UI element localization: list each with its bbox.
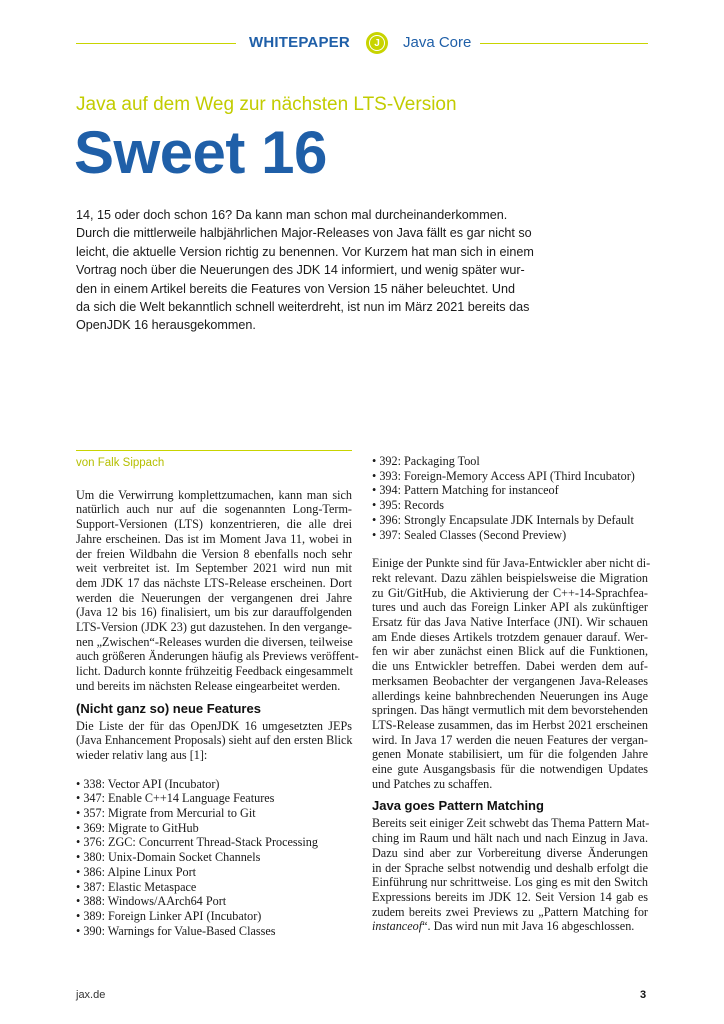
text-line: zu Git/GitHub, die Aktivierung der C++-14-Sprachfea-: [372, 585, 648, 600]
intro-line: Durch die mittlerweile halbjährlichen Major-Releases von Java fällt es gar nicht so: [76, 226, 532, 241]
right-paragraph-2: [372, 816, 648, 934]
list-item: • 338: Vector API (Incubator): [76, 776, 220, 791]
text-line: die uns Entwickler betreffen. Dabei werden dem auf-: [372, 659, 648, 674]
text-line: [372, 919, 648, 934]
text-line: tures und auch das Foreign Linker API als zukünftiger: [372, 600, 648, 615]
text-line: licht. Dadurch konnte frühzeitig Feedback eingesammelt: [76, 664, 353, 679]
text-line: der freien Wildbahn die Version 8 ebenfalls noch sehr: [76, 546, 352, 561]
jep-list-right: [372, 454, 648, 542]
intro-line: Vortrag noch über die Neuerungen des JDK 14 informiert, und wenig später wur-: [76, 263, 525, 278]
text-line: auch größeren Änderungen häufig als Previews veröffent-: [76, 649, 359, 664]
subheading-pattern-matching: Java goes Pattern Matching: [372, 798, 544, 814]
code-term: instanceof: [372, 919, 423, 934]
list-item: • 388: Windows/AArch64 Port: [76, 894, 227, 909]
text-line: allerdings keine bahnbrechenden Neuerungen ins Auge: [372, 688, 648, 703]
text-line: werden die Neuerungen der vergangenen drei Jahre: [76, 590, 352, 605]
text-line: wird. In Java 17 werden die neuen Features der vergan-: [372, 732, 648, 747]
text-line: Die Liste der für das OpenJDK 16 umgesetzten JEPs: [76, 718, 352, 733]
text-line: springen. Das hängt vermutlich mit dem bevorstehenden: [372, 703, 648, 718]
text-line: natürlich auch nur auf die sogenannten Long-Term-: [76, 502, 352, 517]
text-line: rekt relevant. Dazu zählen beispielsweise die Migration: [372, 570, 648, 585]
text-fragment: “. Das wird nun mit Java 16 abgeschlossen.: [422, 919, 635, 934]
intro-line: leicht, die aktuelle Version richtig zu benennen. Vor Kurzem hat man sich in einem: [76, 244, 534, 259]
list-item: • 387: Elastic Metaspace: [76, 879, 197, 894]
text-line: LTS-Release zusammen, das im Herbst 2021 erscheinen: [372, 717, 648, 732]
page-header: [76, 32, 648, 56]
text-line: zudem bereits zwei Previews zu „Pattern Matching for: [372, 904, 648, 919]
intro-line: 14, 15 oder doch schon 16? Da kann man schon mal durcheinanderkommen.: [76, 208, 508, 222]
left-column: [76, 454, 359, 938]
article-title: Sweet 16: [74, 119, 327, 186]
text-line: Jahre erscheinen. Das ist im Moment Java 11, wobei in: [76, 531, 352, 546]
article-intro: [76, 206, 546, 335]
list-item: • 380: Unix-Domain Socket Channels: [76, 850, 261, 865]
footer-site[interactable]: jax.de: [76, 989, 106, 1001]
text-line: wieder relativ lang aus [1]:: [76, 747, 208, 762]
text-line: (Java 12 bis 16) finalisiert, um bis zur darauffolgenden: [76, 605, 352, 620]
right-column: [372, 454, 651, 934]
intro-line: OpenJDK 16 herausgekommen.: [76, 318, 256, 333]
text-line: ching im Raum und hält nach und nach Einzug in Java.: [372, 831, 648, 846]
jep-list-left: [76, 777, 352, 939]
text-line: Einige der Punkte sind für Java-Entwickler aber nicht di-: [372, 556, 651, 571]
text-line: eine gute Ausgangsbasis für die notwendigen Updates: [372, 762, 648, 777]
intro-line: da sich die Welt bekanntlich schnell weiterdreht, ist nun im März 2021 bereits das: [76, 300, 530, 315]
left-paragraph-1: [76, 487, 359, 694]
page-number: 3: [640, 989, 647, 1001]
text-line: Um die Verwirrung komplettzumachen, kann man sich: [76, 487, 352, 502]
text-line: Support-Versionen (LTS) konzentrieren, die alle drei: [76, 517, 352, 532]
text-line: Einführung nur schrittweise. Los ging es mit den Switch: [372, 875, 648, 890]
list-item: • 386: Alpine Linux Port: [76, 864, 197, 879]
list-item: • 376: ZGC: Concurrent Thread-Stack Processing: [76, 835, 318, 850]
java-logo-icon: [366, 32, 388, 54]
list-item: • 389: Foreign Linker API (Incubator): [76, 908, 262, 923]
text-line: Dazu sind aber zur Vorbereitung diverse Änderungen: [372, 845, 648, 860]
header-category: Java Core: [403, 34, 472, 51]
text-line: Ersatz für das Java Native Interface (JNI). Wir schauen: [372, 615, 648, 630]
text-line: Expressions bereits im JDK 12. Seit Version 14 gab es: [372, 889, 648, 904]
text-line: dem JDK 17 das nächste LTS-Release erscheinen. Dort: [76, 575, 352, 590]
text-line: fen wir aber zunächst einen Blick auf die Funktionen,: [372, 644, 648, 659]
list-item: • 393: Foreign-Memory Access API (Third Incubator): [372, 468, 635, 483]
intro-line: den in einem Artikel bereits die Features von Version 15 näher beleuchtet. Und: [76, 281, 515, 296]
list-item: • 369: Migrate to GitHub: [76, 820, 199, 835]
list-item: • 392: Packaging Tool: [372, 454, 480, 468]
text-line: genen Monate stabilisiert, um für die folgenden Jahre: [372, 747, 648, 762]
header-rule-left: [76, 43, 236, 44]
list-item: • 395: Records: [372, 498, 444, 513]
header-section-label: WHITEPAPER: [249, 34, 350, 51]
list-item: • 394: Pattern Matching for instanceof: [372, 483, 559, 498]
text-line: am Ende dieses Artikels trotzdem genauer darauf. Wer-: [372, 629, 648, 644]
right-paragraph-1: [372, 556, 651, 791]
text-line: in der Sprache selbst notwendig und deshalb erfolgt die: [372, 860, 648, 875]
text-line: weit verbreitet ist. Im September 2021 wird nun mit: [76, 561, 352, 576]
logo-letter: J: [369, 35, 385, 51]
article-kicker: Java auf dem Weg zur nächsten LTS-Version: [76, 94, 457, 115]
subheading-new-features: (Nicht ganz so) neue Features: [76, 700, 261, 716]
list-item: • 390: Warnings for Value-Based Classes: [76, 923, 276, 938]
text-line: (Java Enhancement Proposals) sieht auf den ersten Blick: [76, 733, 353, 748]
author-byline: von Falk Sippach: [76, 457, 165, 469]
list-item: • 347: Enable C++14 Language Features: [76, 791, 275, 806]
list-item: • 396: Strongly Encapsulate JDK Internals by Default: [372, 512, 634, 527]
author-rule: [76, 450, 352, 451]
text-line: und Patches zu schaffen.: [372, 776, 493, 791]
list-item: • 397: Sealed Classes (Second Preview): [372, 527, 567, 542]
text-line: LTS-Version (JDK 23) gut dazustehen. In den vergange-: [76, 620, 352, 635]
left-paragraph-2: [76, 719, 352, 763]
text-line: merksamen Beobachter der vergangenen Java-Releases: [372, 673, 648, 688]
text-line: Bereits seit einiger Zeit schwebt das Thema Pattern Mat-: [372, 816, 650, 831]
text-line: nen „Zwischen“-Releases wurden die diversen, teilweise: [76, 634, 353, 649]
text-line: und bereits im nächsten Release eingearbeitet werden.: [76, 678, 341, 693]
header-rule-right: [480, 43, 648, 44]
list-item: • 357: Migrate from Mercurial to Git: [76, 806, 256, 821]
